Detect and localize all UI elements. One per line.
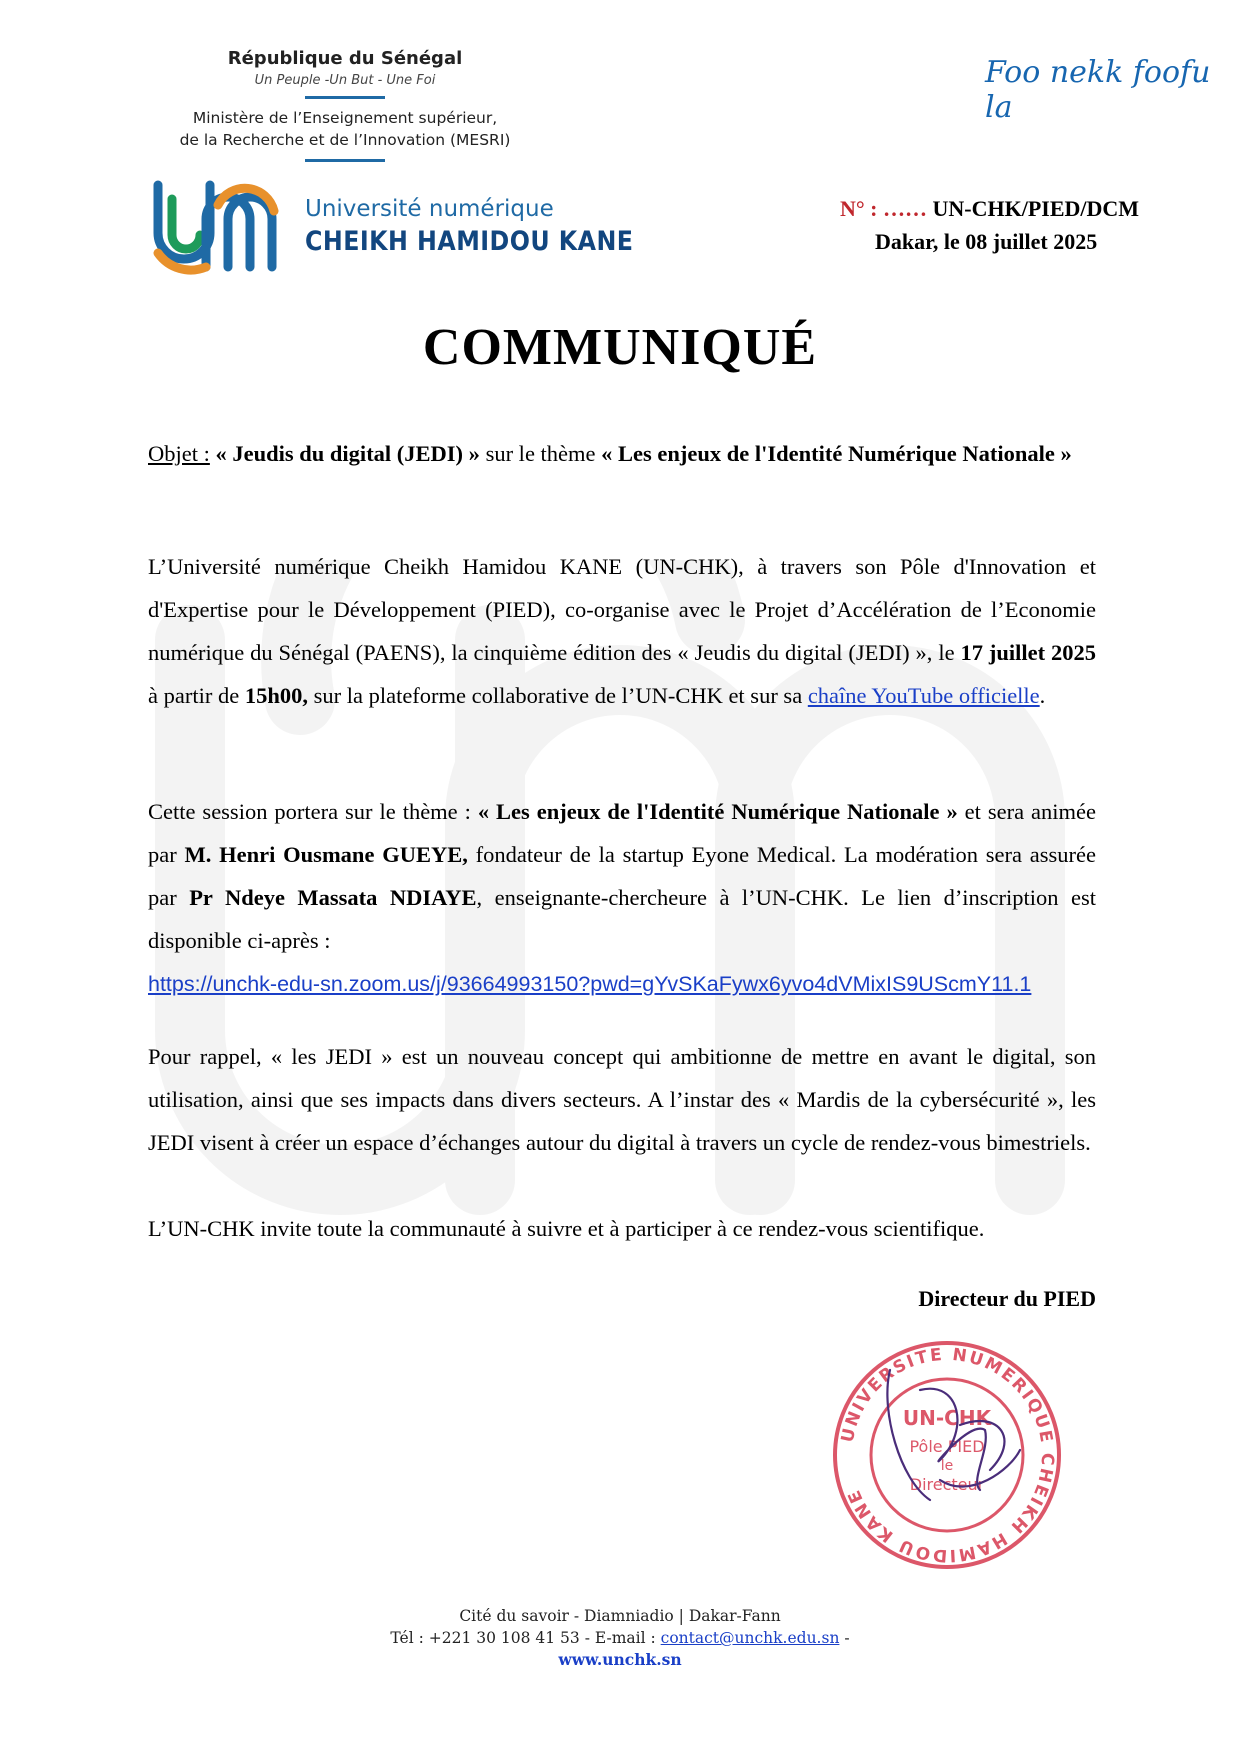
university-logo-icon	[146, 175, 281, 275]
event-date: 17 juillet 2025	[960, 640, 1096, 665]
subject-text: sur le thème	[479, 441, 602, 466]
page-footer	[0, 1605, 1240, 1671]
body-paragraph-2	[148, 790, 1096, 1006]
footer-contact	[0, 1627, 1240, 1649]
republic-name: République du Sénégal	[227, 48, 463, 69]
p1-text-d: .	[1039, 683, 1046, 708]
p2-text-d: , enseignante-chercheure à l’UN-CHK. Le lien d’inscription est disponible ci-après :	[148, 885, 1096, 953]
event-time: 15h00,	[244, 683, 308, 708]
official-stamp-icon	[820, 1330, 1075, 1570]
national-motto: Un Peuple -Un But - Une Foi	[254, 73, 436, 88]
body-paragraph-1	[148, 545, 1096, 717]
ministry-header	[160, 48, 530, 170]
footer-phone: Tél : +221 30 108 41 53 - E-mail :	[390, 1629, 661, 1647]
subject-event: « Jeudis du digital (JEDI) »	[215, 441, 480, 466]
divider	[305, 96, 385, 99]
footer-address: Cité du savoir - Diamniadio | Dakar-Fann	[459, 1607, 781, 1625]
footer-website[interactable]: www.unchk.sn	[558, 1650, 682, 1669]
contact-email-link[interactable]: contact@unchk.edu.sn	[660, 1629, 840, 1647]
youtube-channel-link[interactable]: chaîne YouTube officielle	[807, 683, 1040, 708]
ministry-line2: de la Recherche et de l’Innovation (MESRI)	[179, 131, 511, 149]
p1-text-a: L’Université numérique Cheikh Hamidou KANE (UN-CHK), à travers son Pôle d'Innovation et d'Expertise pour le Développement (PIED), co-organise avec le Projet d’Accélération de l’Economie numérique du Sénégal (PAENS), la cinquième édition des « Jeudis du digital (JEDI) », le	[148, 554, 1096, 665]
p2-text-a: Cette session portera sur le thème :	[148, 799, 478, 824]
stamp-line3: le	[940, 1458, 954, 1474]
document-date: Dakar, le 08 juillet 2025	[875, 229, 1098, 254]
document-title: COMMUNIQUÉ	[422, 319, 818, 376]
p1-text-c: sur la plateforme collaborative de l’UN-CHK et sur sa	[307, 683, 808, 708]
stamp-line2: Pôle PIED	[909, 1437, 985, 1456]
slogan: Foo nekk foofu la	[985, 55, 1211, 125]
p2-text-b: et sera animée par	[148, 799, 1096, 867]
subject-paragraph	[148, 432, 1096, 475]
footer-separator: -	[839, 1629, 850, 1647]
university-name-line2: CHEIKH HAMIDOU KANE	[305, 226, 634, 257]
stamp-line4: Directeur	[909, 1475, 985, 1494]
reference-prefix: N° : ……	[840, 196, 928, 221]
body-paragraph-3: Pour rappel, « les JEDI » est un nouveau concept qui ambitionne de mettre en avant le digital, son utilisation, ainsi que ses impacts dans divers secteurs. A l’instar des « Mardis de la cybersécurité », les JEDI visent à créer un espace d’échanges autour du digital à travers un cycle de rendez-vous bimestriels.	[148, 1044, 1096, 1155]
university-name-line1: Université numérique	[305, 196, 554, 222]
ministry-line1: Ministère de l’Enseignement supérieur,	[192, 109, 498, 127]
divider	[305, 159, 385, 162]
reference-code: UN-CHK/PIED/DCM	[927, 196, 1140, 221]
registration-link[interactable]: https://unchk-edu-sn.zoom.us/j/93664993150?pwd=gYvSKaFywx6yvo4dVMixIS9UScmY11.1	[148, 972, 1032, 996]
stamp-outer-text: UNIVERSITE NUMERIQUE CHEIKH HAMIDOU KANE	[837, 1344, 1058, 1566]
subject-label: Objet :	[148, 441, 210, 466]
p1-text-b: à partir de	[148, 683, 245, 708]
p2-text-c: fondateur de la startup Eyone Medical. La modération sera assurée par	[148, 842, 1096, 910]
session-theme: « Les enjeux de l'Identité Numérique Nationale »	[477, 799, 958, 824]
reference-number	[840, 196, 1139, 222]
body-paragraph-4: L’UN-CHK invite toute la communauté à suivre et à participer à ce rendez-vous scientifique.	[148, 1216, 985, 1241]
moderator-name: Pr Ndeye Massata NDIAYE	[189, 885, 477, 910]
signatory-title: Directeur du PIED	[918, 1286, 1096, 1311]
speaker-name: M. Henri Ousmane GUEYE,	[184, 842, 468, 867]
stamp-line1: UN-CHK	[902, 1406, 992, 1430]
subject-theme: « Les enjeux de l'Identité Numérique Nationale »	[601, 441, 1072, 466]
